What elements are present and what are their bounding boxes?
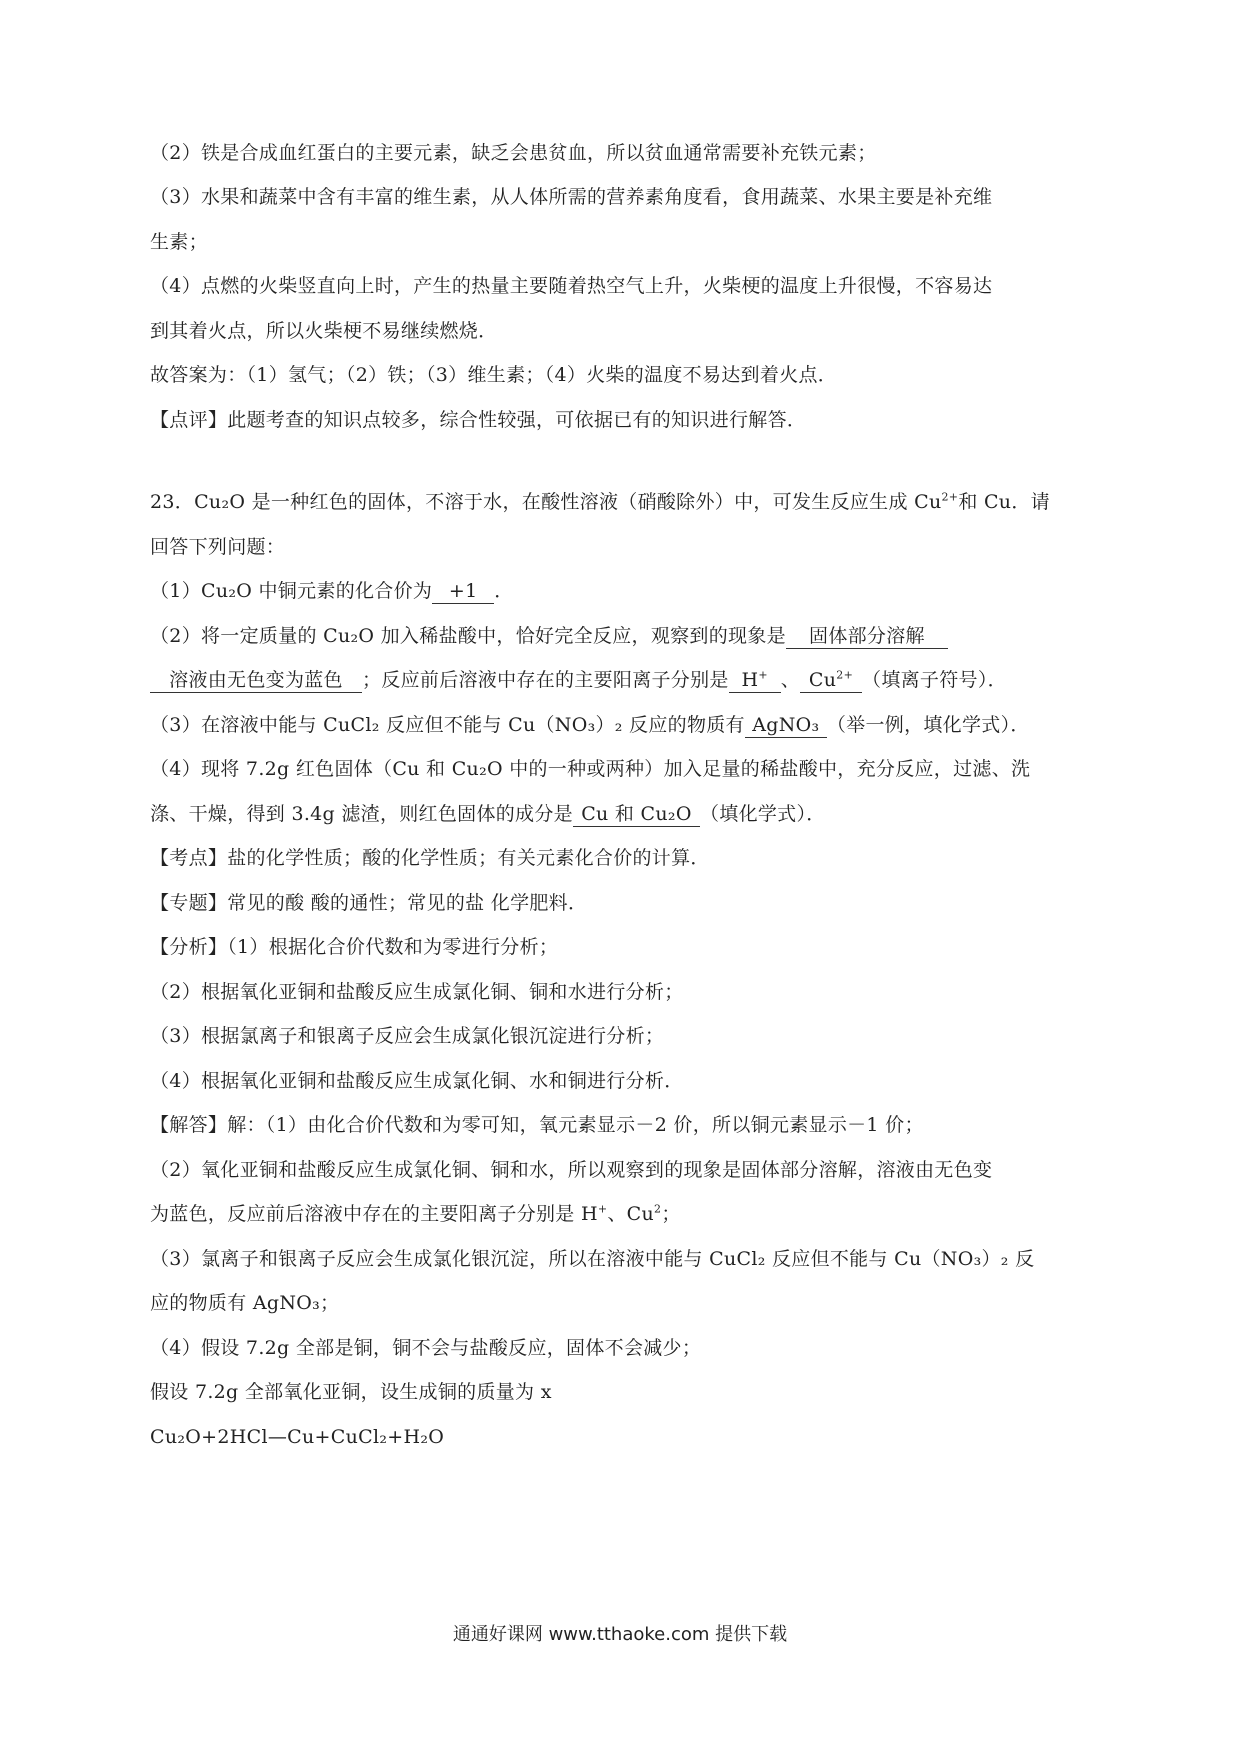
- solution-line: （4）假设 7.2g 全部是铜，铜不会与盐酸反应，固体不会减少；: [150, 1337, 702, 1359]
- solution-line: 假设 7.2g 全部氧化亚铜，设生成铜的质量为 x: [150, 1381, 552, 1403]
- question-text: ．: [494, 580, 514, 602]
- solution-line: （2）氧化亚铜和盐酸反应生成氯化铜、铜和水，所以观察到的现象是固体部分溶解，溶液由无色变: [150, 1159, 993, 1181]
- answer-summary: 故答案为：（1）氢气；（2）铁；（3）维生素；（4）火柴的温度不易达到着火点．: [150, 364, 838, 386]
- chemical-equation: Cu₂O+2HCl—Cu+CuCl₂+H₂O: [150, 1426, 445, 1448]
- question-text: （3）在溶液中能与 CuCl₂ 反应但不能与 Cu（NO₃）₂ 反应的物质有: [150, 714, 745, 736]
- subquestion-2: [150, 621, 948, 651]
- solution-line: （3）氯离子和银离子反应会生成氯化银沉淀，所以在溶液中能与 CuCl₂ 反应但不能与 Cu（NO₃）₂ 反: [150, 1248, 1035, 1270]
- solution-line: 应的物质有 AgNO₃；: [150, 1292, 340, 1314]
- answer-blank: [800, 668, 862, 693]
- analysis-line: （2）根据氧化亚铜和盐酸反应生成氯化铜、铜和水进行分析；: [150, 981, 684, 1003]
- solution-text: 为蓝色，反应前后溶液中存在的主要阳离子分别是 H: [150, 1203, 598, 1225]
- text-line: 到其着火点，所以火柴梗不易继续燃烧．: [150, 320, 498, 342]
- question-text: ；反应前后溶液中存在的主要阳离子分别是: [362, 669, 729, 691]
- solution-text: 、Cu: [607, 1203, 655, 1225]
- kaodian-line: 【考点】盐的化学性质；酸的化学性质；有关元素化合价的计算．: [150, 847, 710, 869]
- text-line: 生素；: [150, 231, 208, 253]
- superscript: 2+: [836, 668, 854, 682]
- superscript: +: [597, 1202, 608, 1216]
- analysis-line: （3）根据氯离子和银离子反应会生成氯化银沉淀进行分析；: [150, 1025, 665, 1047]
- footer-watermark: 通通好课网 www.tthaoke.com 提供下载: [452, 1624, 788, 1645]
- text-line: （4）点燃的火柴竖直向上时，产生的热量主要随着热空气上升，火柴梗的温度上升很慢，不容易达: [150, 275, 993, 297]
- subquestion-3: [150, 710, 1030, 740]
- separator: 、: [780, 669, 801, 691]
- question-text: （填化学式）．: [699, 803, 826, 825]
- answer-blank: [729, 668, 781, 693]
- analysis-line: （4）根据氧化亚铜和盐酸反应生成氯化铜、水和铜进行分析．: [150, 1070, 684, 1092]
- question-text: （2）将一定质量的 Cu₂O 加入稀盐酸中，恰好完全反应，观察到的现象是: [150, 625, 786, 647]
- text-line: （3）水果和蔬菜中含有丰富的维生素，从人体所需的营养素角度看，食用蔬菜、水果主要是补充维: [150, 186, 993, 208]
- answer-blank: Cu 和 Cu₂O: [573, 802, 700, 827]
- question-text: 和 Cu．请: [958, 491, 1050, 513]
- subquestion-4-cont: [150, 799, 826, 829]
- question-text: （填离子符号）．: [862, 669, 1007, 691]
- question-23-line: [150, 487, 1050, 517]
- answer-blank: 固体部分溶解: [786, 624, 948, 649]
- ion-symbol: Cu: [808, 669, 837, 691]
- solution-line: [150, 1199, 681, 1229]
- question-text: 23．Cu₂O 是一种红色的固体，不溶于水，在酸性溶液（硝酸除外）中，可发生反应生成 Cu: [150, 491, 942, 513]
- superscript: +: [758, 668, 768, 682]
- zhuanti-line: 【专题】常见的酸 酸的通性；常见的盐 化学肥料．: [150, 892, 588, 914]
- analysis-line: 【分析】（1）根据化合价代数和为零进行分析；: [150, 936, 559, 958]
- solution-text: ；: [661, 1203, 681, 1225]
- question-text: （举一例，填化学式）．: [826, 714, 1030, 736]
- question-text: 涤、干燥，得到 3.4g 滤渣，则红色固体的成分是: [150, 803, 573, 825]
- ion-symbol: H: [741, 669, 759, 691]
- superscript: 2: [654, 1202, 662, 1216]
- solution-line: 【解答】解：（1）由化合价代数和为零可知，氧元素显示－2 价，所以铜元素显示－1 价；: [150, 1114, 924, 1136]
- answer-blank: AgNO₃: [745, 713, 827, 738]
- comment-line: 【点评】此题考查的知识点较多，综合性较强，可依据已有的知识进行解答．: [150, 409, 807, 431]
- subquestion-1: [150, 576, 514, 606]
- answer-blank: +1: [432, 579, 494, 604]
- answer-blank: 溶液由无色变为蓝色: [150, 668, 362, 693]
- text-line: （2）铁是合成血红蛋白的主要元素，缺乏会患贫血，所以贫血通常需要补充铁元素；: [150, 142, 877, 164]
- question-text: （1）Cu₂O 中铜元素的化合价为: [150, 580, 433, 602]
- superscript: 2+: [941, 490, 959, 504]
- subquestion-2-cont: [150, 665, 1007, 695]
- subquestion-4: （4）现将 7.2g 红色固体（Cu 和 Cu₂O 中的一种或两种）加入足量的稀盐酸中，充分反应，过滤、洗: [150, 758, 1031, 780]
- text-line: 回答下列问题：: [150, 536, 286, 558]
